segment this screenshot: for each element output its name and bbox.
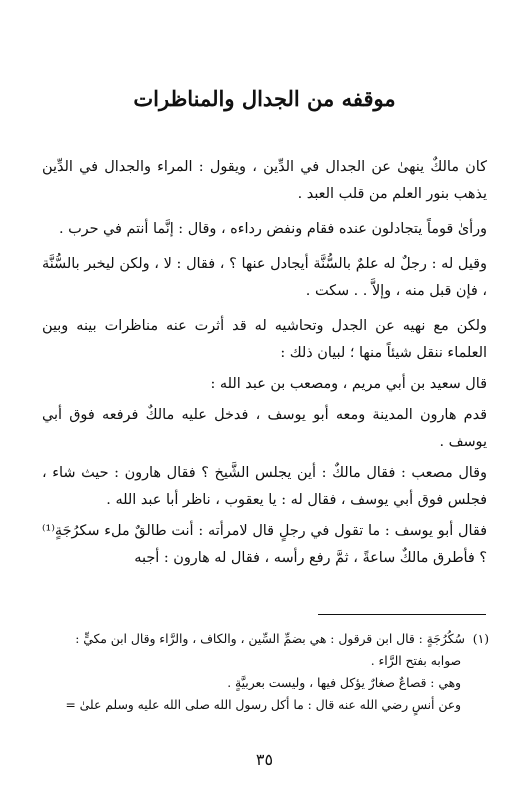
footnote-line: وعن أنسٍ رضي الله عنه قال : ما أكل رسول الله صلى الله عليه وسلم علىٰ = xyxy=(65,698,461,712)
page-number: ٣٥ xyxy=(255,750,274,769)
footnote-divider xyxy=(318,614,486,615)
footnotes xyxy=(38,628,489,716)
section-title: موقفه من الجدال والمناظرات xyxy=(133,86,396,111)
paragraph: فقال أبو يوسف : ما تقول في رجلٍ قال لامرأته : أنت طالقٌ ملء سكرُجَةٍ⁽¹⁾ ؟ فأطرق مالكٌ ساعةً ، ثمَّ رفع رأسه ، فقال له هارون : أجبه xyxy=(42,523,487,566)
footnote-text: سُكُرُجَةٍ : قال ابن قرقول : هي بضمِّ السِّين ، والكاف ، والرَّاء وقال ابن مكيٍّ : xyxy=(75,632,465,646)
footnote-line xyxy=(38,628,489,650)
footnote-line: صوابه بفتح الرَّاء . xyxy=(370,654,461,668)
body-text xyxy=(42,154,487,576)
paragraph: قدم هارون المدينة ومعه أبو يوسف ، فدخل عليه مالكٌ فرفعه فوق أبي يوسف . xyxy=(42,407,488,450)
footnote-number: (١) xyxy=(472,632,489,646)
paragraph: وقيل له : رجلٌ له علمٌ بالسُّنَّة أيجادل عنها ؟ ، فقال : لا ، ولكن ليخبر بالسُّنَّة ، فإن قبل منه ، وإلاَّ . . سكت . xyxy=(42,256,487,299)
paragraph: ورأىٰ قوماً يتجادلون عنده فقام ونفض رداءه ، وقال : إنَّما أنتم في حرب . xyxy=(58,221,487,237)
paragraph: قال سعيد بن أبي مريم ، ومصعب بن عبد الله : xyxy=(210,376,487,392)
paragraph: وقال مصعب : فقال مالكٌ : أين يجلس الشَّيخ ؟ فقال هارون : حيث شاء ، فجلس فوق أبي يوسف ، فقال له : يا يعقوب ، ناظر أبا عبد الله . xyxy=(42,465,487,508)
footnote-line: وهي : قصاعٌ صغارٌ يؤكل فيها ، وليست بعربيَّةٍ . xyxy=(227,676,461,690)
paragraph: ولكن مع نهيه عن الجدل وتحاشيه له قد أثرت عنه مناظرات بينه وبين العلماء ننقل شيئاً منها ؛ لبيان ذلك : xyxy=(42,318,487,361)
paragraph: كان مالكٌ ينهىٰ عن الجدال في الدِّين ، ويقول : المراء والجدال في الدِّين يذهب بنور العلم من قلب العبد . xyxy=(42,159,487,202)
